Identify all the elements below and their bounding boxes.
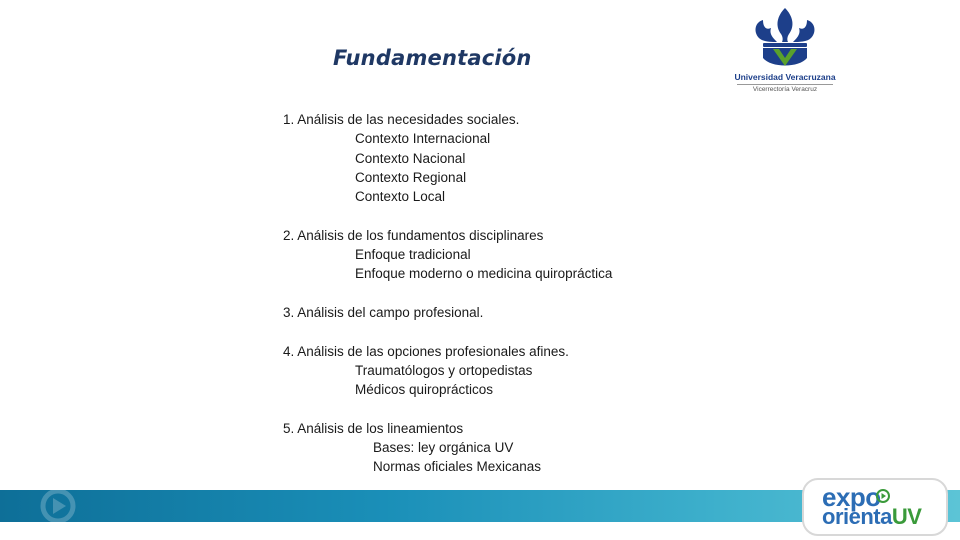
section-1 [283,110,783,206]
list-item: Contexto Internacional [355,131,491,147]
list-item: Médicos quiroprácticos [355,382,494,398]
section-heading: 2. Análisis de los fundamentos disciplinares [283,227,544,243]
section-heading: 1. Análisis de las necesidades sociales. [283,112,520,127]
orienta-text: orienta [822,504,892,529]
slide-title: Fundamentación [333,46,532,70]
uv-text: UV [891,504,922,529]
section-5 [283,419,783,477]
section-heading: 3. Análisis del campo profesional. [283,304,484,320]
list-item: Traumatólogos y ortopedistas [355,362,533,378]
list-item: Enfoque moderno o medicina quiropráctica [355,266,613,282]
section-3 [283,303,783,322]
university-logo [733,6,837,96]
list-item: Enfoque tradicional [355,247,471,263]
logo-subtitle: Vicerrectoría Veracruz [752,86,818,93]
play-icon [876,489,890,503]
section-4 [283,342,783,400]
orienta-uv-word [822,504,921,530]
expo-word: expo [822,482,881,512]
list-item: Normas oficiales Mexicanas [373,459,542,475]
logo-divider [737,84,833,85]
list-item: Contexto Nacional [355,150,466,166]
fleur-de-lis-icon [733,6,837,72]
play-watermark-icon [18,488,98,524]
list-item: Contexto Local [355,189,446,205]
logo-university-name: Universidad Veracruzana [734,72,836,82]
expo-orienta-logo [802,478,948,536]
section-heading: 5. Análisis de los lineamientos [283,420,464,436]
section-2 [283,226,783,284]
list-item: Contexto Regional [355,169,467,185]
outline [283,110,783,496]
list-item: Bases: ley orgánica UV [373,440,514,456]
section-heading: 4. Análisis de las opciones profesionales afines. [283,343,569,359]
